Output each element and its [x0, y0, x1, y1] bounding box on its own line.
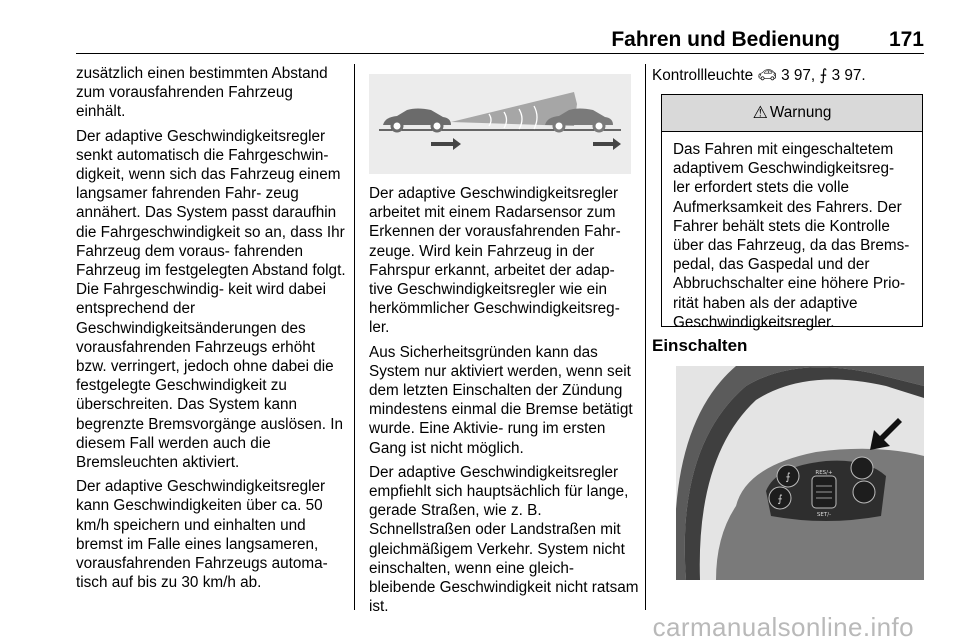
- header-rule: [76, 53, 924, 54]
- paragraph: zusätzlich einen bestimmten Abstand zum vorausfahrenden Fahrzeug einhält.: [76, 65, 328, 121]
- column-divider-2: [645, 64, 646, 610]
- paragraph: Der adaptive Geschwindigkeitsregler empfiehlt sich hauptsächlich für lange, gerade Straßen, wie z. B. Schnellstraßen oder Landstraßen mit gleichmäßigem Verkehr. System nicht einschalten, wenn eine gleich‑ bleibende Geschwindigkeit nicht ratsam ist.: [369, 463, 639, 616]
- control-light-ref: 3 97.: [831, 67, 866, 84]
- warning-header: [662, 95, 922, 132]
- paragraph: Der adaptive Geschwindigkeitsregler kann Geschwindigkeiten über ca. 50 km/h speichern und einhalten und bremst im Falle eines langsameren, vorausfahrenden Fahrzeugs automa‑ tisch auf bis zu 30 km/h ab.: [76, 478, 328, 592]
- warning-box: [661, 94, 923, 331]
- column-3: [652, 64, 928, 90]
- adaptive-cruise-icon: ⨍: [819, 67, 828, 84]
- section-heading: Einschalten: [652, 336, 748, 355]
- warning-title: Warnung: [769, 104, 832, 121]
- page-header-title: Fahren und Bedienung: [611, 28, 840, 51]
- control-light-ref: 3 97,: [781, 67, 816, 84]
- car-icon: 🚗︎: [757, 67, 777, 84]
- column-1: [76, 64, 346, 597]
- steering-wheel-illustration: [676, 366, 924, 580]
- radar-illustration: [369, 74, 631, 174]
- paragraph: Aus Sicherheitsgründen kann das System nur aktiviert werden, wenn seit dem letzten Einschalten der Zündung mindestens einmal die Bremse betätigt wurde. Eine Aktivie‑ rung im ersten Gang ist nicht möglich.: [369, 343, 633, 457]
- control-light-label: Kontrollleuchte: [652, 67, 754, 84]
- warning-text: Das Fahren mit eingeschaltetem adaptivem Geschwindigkeitsreg‑ ler erfordert stets die volle Aufmerksamkeit des Fahrers. Der Fahrer behält stets die Kontrolle über das Fahrzeug, da das Brems‑ pedal, das Gaspedal und der Abbruchschalter eine höhere Prio‑ rität haben als der adaptive Geschwindigkeitsregler.: [673, 141, 910, 331]
- page-number: 171: [888, 28, 924, 51]
- warning-triangle-icon: ⚠: [752, 103, 768, 122]
- paragraph: Der adaptive Geschwindigkeitsregler senkt automatisch die Fahrgeschwin‑ digkeit, wenn sich das Fahrzeug einem langsamer fahrenden Fahr‑ zeug annähert. Das System passt daraufhin die Fahrgeschwindigkeit so an, dass Ihr Fahrzeug dem voraus‑ fahrenden Fahrzeug im festgelegten Abstand folgt. Die Fahrgeschwindig‑ keit wird dabei entsprechend der Geschwindigkeitsänderungen des vorausfahrenden Fahrzeugs erhöht bzw. verringert, jedoch ohne dabei die festgelegte Geschwindigkeit zu überschreiten. Das System kann begrenzte Bremsvorgänge auslösen. In diesem Fall werden auch die Bremsleuchten aktiviert.: [76, 127, 346, 472]
- svg-text:⨍: ⨍: [777, 494, 783, 505]
- set-label: SET/-: [816, 512, 832, 518]
- column-divider-1: [354, 64, 355, 610]
- res-label: RES/+: [815, 470, 833, 476]
- svg-text:⨍: ⨍: [785, 472, 791, 483]
- column-2: [369, 184, 639, 621]
- paragraph: Der adaptive Geschwindigkeitsregler arbeitet mit einem Radarsensor zum Erkennen der vorausfahrenden Fahr‑ zeuge. Wird kein Fahrzeug in der Fahrspur erkannt, arbeitet der adap‑ tive Geschwindigkeitsregler wie ein herkömmlicher Geschwindigkeitsreg‑ ler.: [369, 185, 621, 337]
- watermark: carmanualsonline.info: [652, 612, 914, 642]
